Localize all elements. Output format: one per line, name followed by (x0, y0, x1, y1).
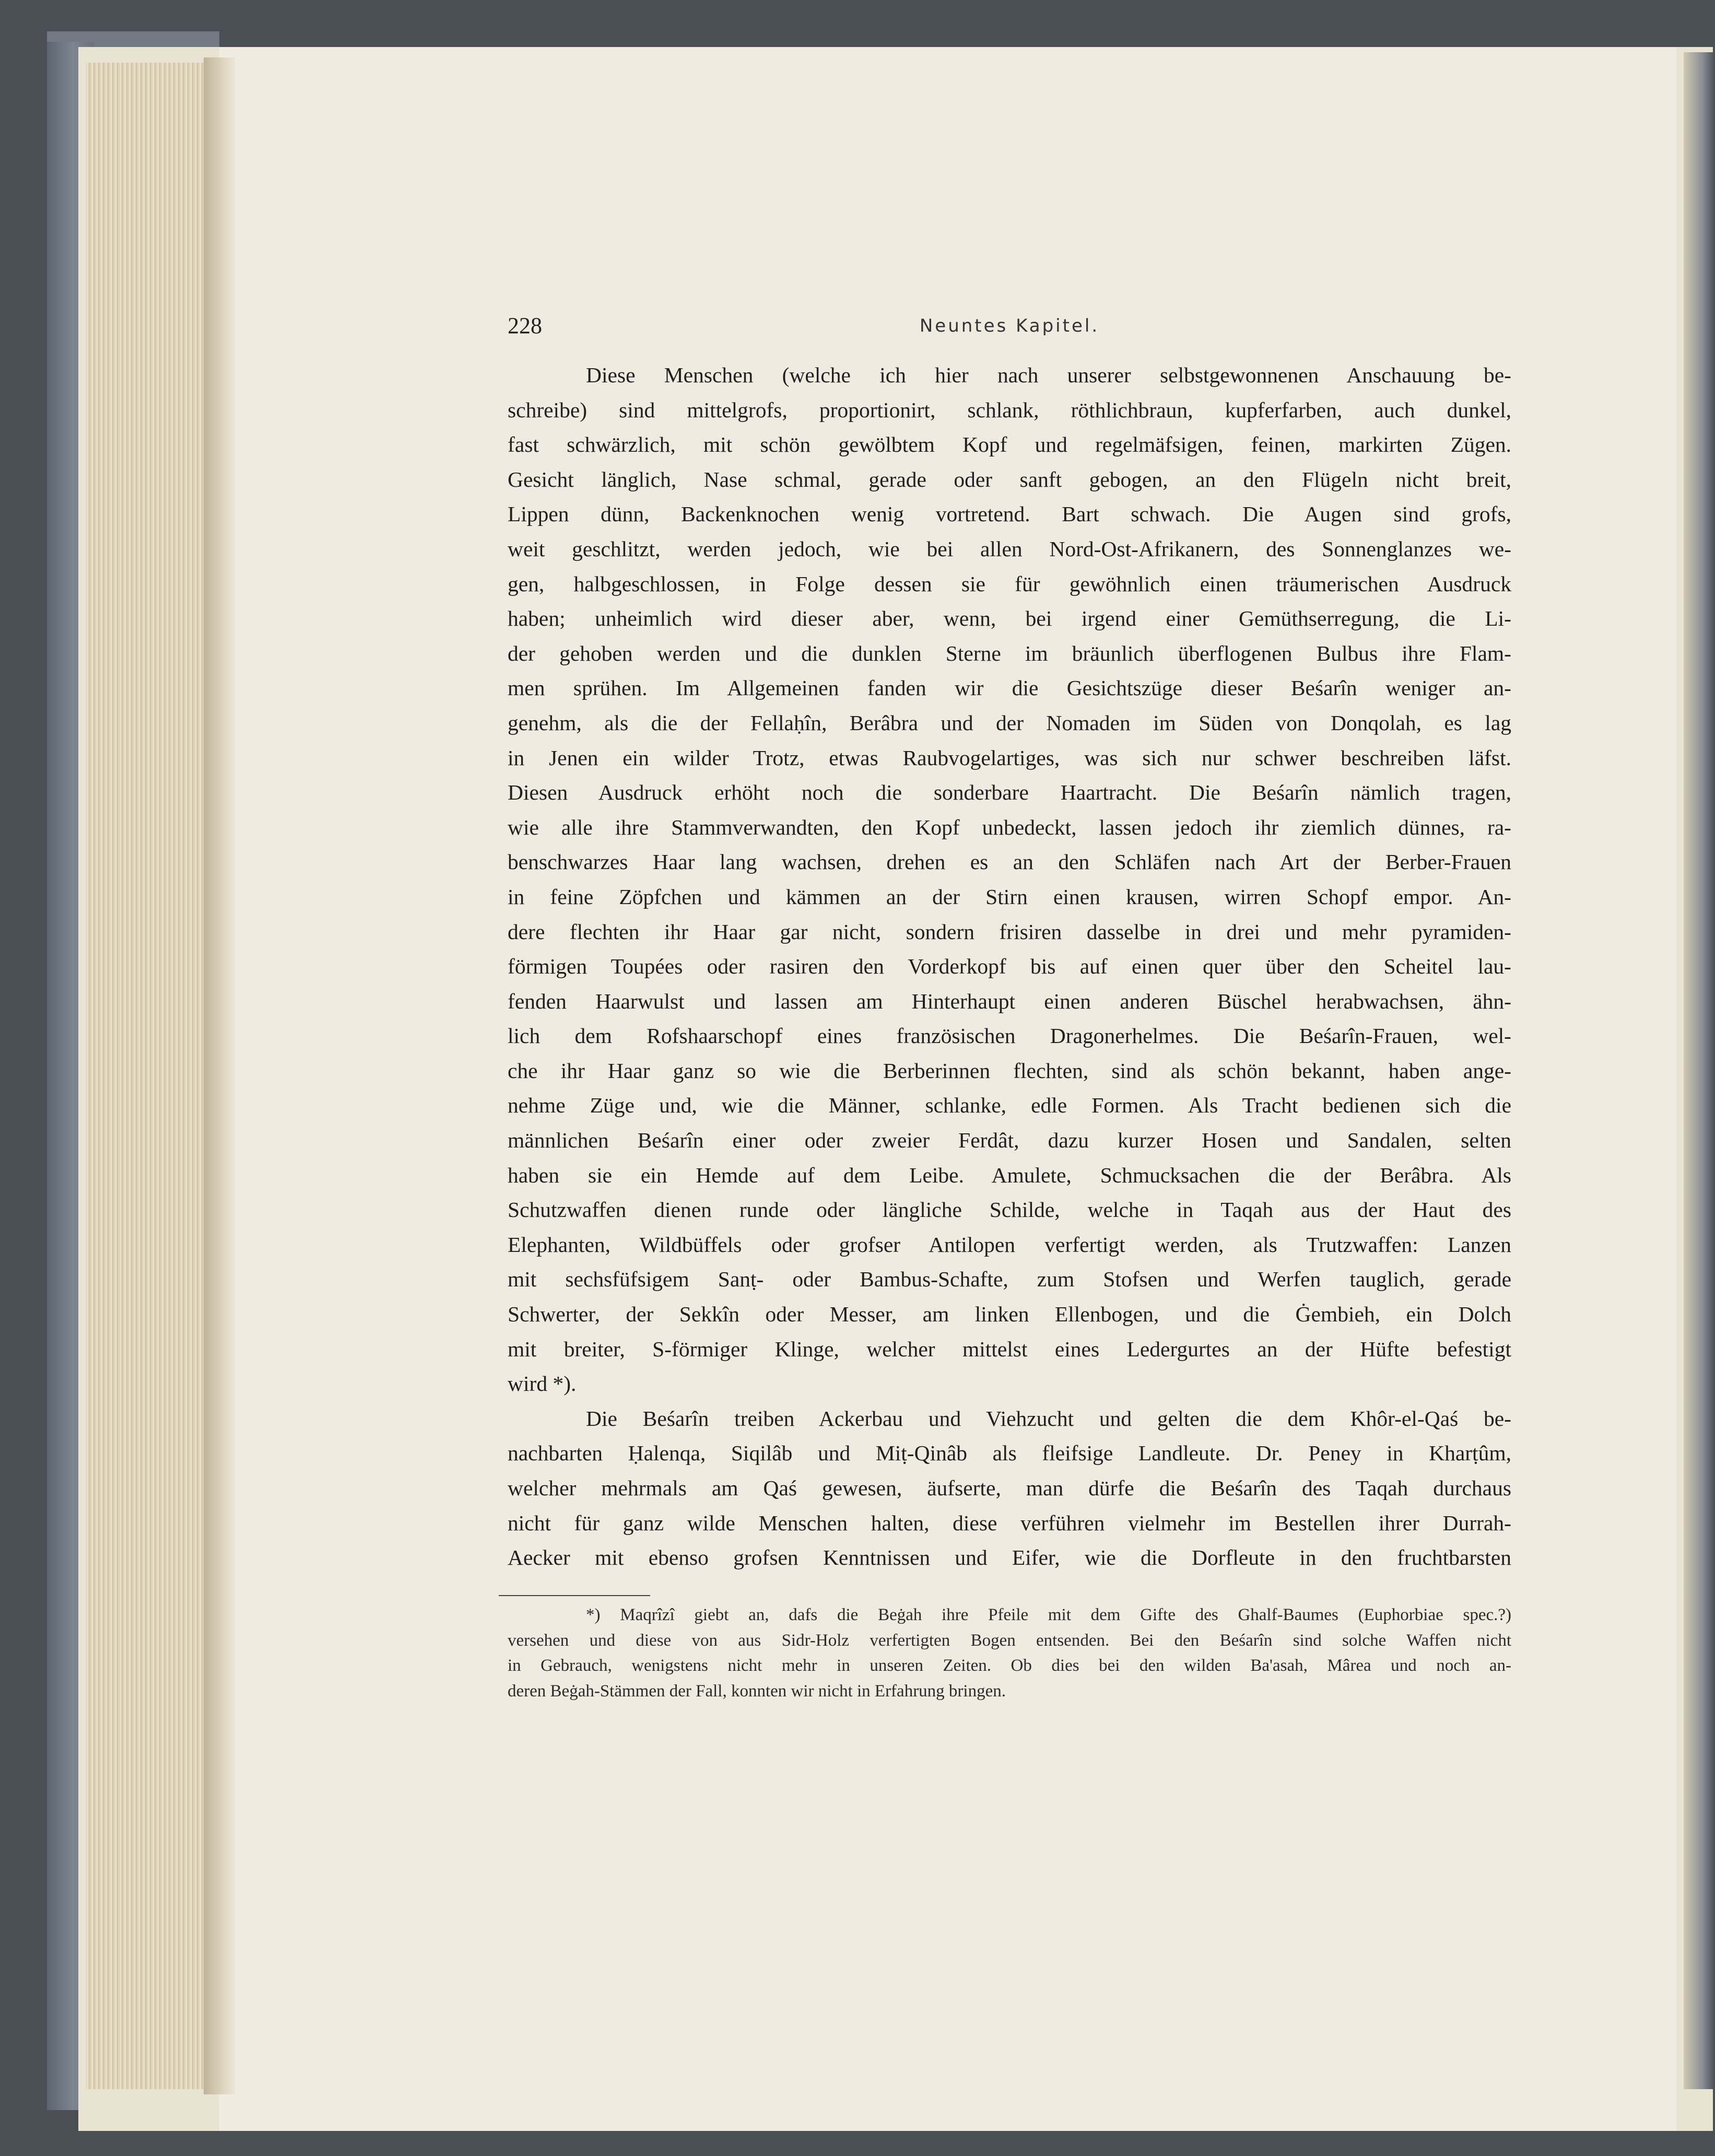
text-line: Schutzwaffen dienen runde oder längliche Schilde, welche in Taqah aus der Haut des (508, 1198, 1511, 1222)
text-line: Die Beśarîn treiben Ackerbau und Viehzucht und gelten die dem Khôr-el-Qaś be- (586, 1406, 1511, 1431)
text-line: Gesicht länglich, Nase schmal, gerade oder sanft gebogen, an den Flügeln nicht breit, (508, 467, 1511, 491)
footnote-rule (499, 1595, 650, 1596)
text-line: Schwerter, der Sekkîn oder Messer, am linken Ellenbogen, und die Ġembieh, ein Dolch (508, 1302, 1511, 1327)
text-line: weit geschlitzt, werden jedoch, wie bei allen Nord-Ost-Afrikanern, des Sonnenglanzes we- (508, 536, 1511, 561)
text-line: in Jenen ein wilder Trotz, etwas Raubvogelartiges, was sich nur schwer beschreiben läfst. (508, 745, 1511, 770)
text-line: fast schwärzlich, mit schön gewölbtem Kopf und regelmäfsigen, feinen, markirten Zügen. (508, 432, 1511, 457)
footnote-line: *) Maqrîzî giebt an, dafs die Beġah ihre Pfeile mit dem Gifte des Ghalf-Baumes (Euphorbiae spec.?) (586, 1606, 1511, 1624)
text-line: wie alle ihre Stammverwandten, den Kopf unbedeckt, lassen jedoch ihr ziemlich dünnes, ra- (508, 815, 1511, 839)
text-line: fenden Haarwulst und lassen am Hinterhaupt einen anderen Büschel herabwachsen, ähn- (508, 989, 1511, 1013)
text-line: mit breiter, S-förmiger Klinge, welcher mittelst eines Ledergurtes an der Hüfte befestigt (508, 1337, 1511, 1361)
footnote (508, 1602, 1511, 1704)
text-line: lich dem Rofshaarschopf eines französischen Dragonerhelmes. Die Beśarîn-Frauen, wel- (508, 1024, 1511, 1048)
text-line: wird *). (508, 1372, 577, 1396)
text-line: Diese Menschen (welche ich hier nach unserer selbstgewonnenen Anschauung be- (586, 363, 1511, 387)
footnote-line: in Gebrauch, wenigstens nicht mehr in unseren Zeiten. Ob dies bei den wilden Ba'asah, Mârea und noch an- (508, 1656, 1511, 1675)
text-line: Aecker mit ebenso grofsen Kenntnissen und Eifer, wie die Dorfleute in den fruchtbarsten (508, 1545, 1511, 1570)
text-line: mit sechsfüfsigem Sanṭ- oder Bambus-Schafte, zum Stofsen und Werfen tauglich, gerade (508, 1267, 1511, 1292)
text-line: welcher mehrmals am Qaś gewesen, äufserte, man dürfe die Beśarîn des Taqah durchaus (508, 1476, 1511, 1500)
page-stack-edges (86, 63, 212, 2089)
page-number: 228 (508, 313, 542, 338)
text-line: Lippen dünn, Backenknochen wenig vortretend. Bart schwach. Die Augen sind grofs, (508, 502, 1511, 526)
text-line: haben; unheimlich wird dieser aber, wenn, bei irgend einer Gemüthserregung, die Li- (508, 606, 1511, 631)
text-line: schreibe) sind mittelgrofs, proportionirt, schlank, röthlichbraun, kupferfarben, auch dunkel, (508, 397, 1511, 422)
footnote-line: versehen und diese von aus Sidr-Holz verfertigten Bogen entsenden. Bei den Beśarîn sind solche Waffen nicht (508, 1631, 1511, 1650)
page-gutter (204, 57, 235, 2094)
text-line: Elephanten, Wildbüffels oder grofser Antilopen verfertigt werden, als Trutzwaffen: Lanzen (508, 1232, 1511, 1257)
body-text (508, 358, 1511, 1575)
footnote-line: deren Beġah-Stämmen der Fall, konnten wir nicht in Erfahrung bringen. (508, 1681, 1006, 1701)
text-line: Diesen Ausdruck erhöht noch die sonderbare Haartracht. Die Beśarîn nämlich tragen, (508, 780, 1511, 805)
text-line: förmigen Toupées oder rasiren den Vorderkopf bis auf einen quer über den Scheitel lau- (508, 954, 1511, 979)
text-line: dere flechten ihr Haar gar nicht, sondern frisiren dasselbe in drei und mehr pyramiden- (508, 919, 1511, 944)
text-line: männlichen Beśarîn einer oder zweier Ferdât, dazu kurzer Hosen und Sandalen, selten (508, 1128, 1511, 1153)
text-line: nachbarten Ḥalenqa, Siqilâb und Miṭ-Qinâb als fleifsige Landleute. Dr. Peney in Kharṭûm, (508, 1441, 1511, 1466)
text-line: der gehoben werden und die dunklen Sterne im bräunlich überflogenen Bulbus ihre Flam- (508, 641, 1511, 665)
text-line: men sprühen. Im Allgemeinen fanden wir die Gesichtszüge dieser Beśarîn weniger an- (508, 676, 1511, 700)
text-line: in feine Zöpfchen und kämmen an der Stirn einen krausen, wirren Schopf empor. An- (508, 884, 1511, 909)
text-line: che ihr Haar ganz so wie die Berberinnen flechten, sind als schön bekannt, haben ange- (508, 1058, 1511, 1083)
chapter-title: Neuntes Kapitel. (919, 315, 1100, 336)
text-line: nehme Züge und, wie die Männer, schlanke, edle Formen. Als Tracht bedienen sich die (508, 1093, 1511, 1118)
text-line: benschwarzes Haar lang wachsen, drehen es an den Schläfen nach Art der Berber-Frauen (508, 850, 1511, 874)
text-line: gen, halbgeschlossen, in Folge dessen sie für gewöhnlich einen träumerischen Ausdruck (508, 571, 1511, 596)
text-line: genehm, als die der Fellaḥîn, Berâbra und der Nomaden im Süden von Donqolah, es lag (508, 710, 1511, 735)
running-head (508, 312, 1511, 349)
page-right-edge (1684, 52, 1715, 2089)
text-line: nicht für ganz wilde Menschen halten, diese verführen vielmehr im Bestellen ihrer Durrah- (508, 1510, 1511, 1535)
text-line: haben sie ein Hemde auf dem Leibe. Amulete, Schmucksachen die der Berâbra. Als (508, 1163, 1511, 1187)
